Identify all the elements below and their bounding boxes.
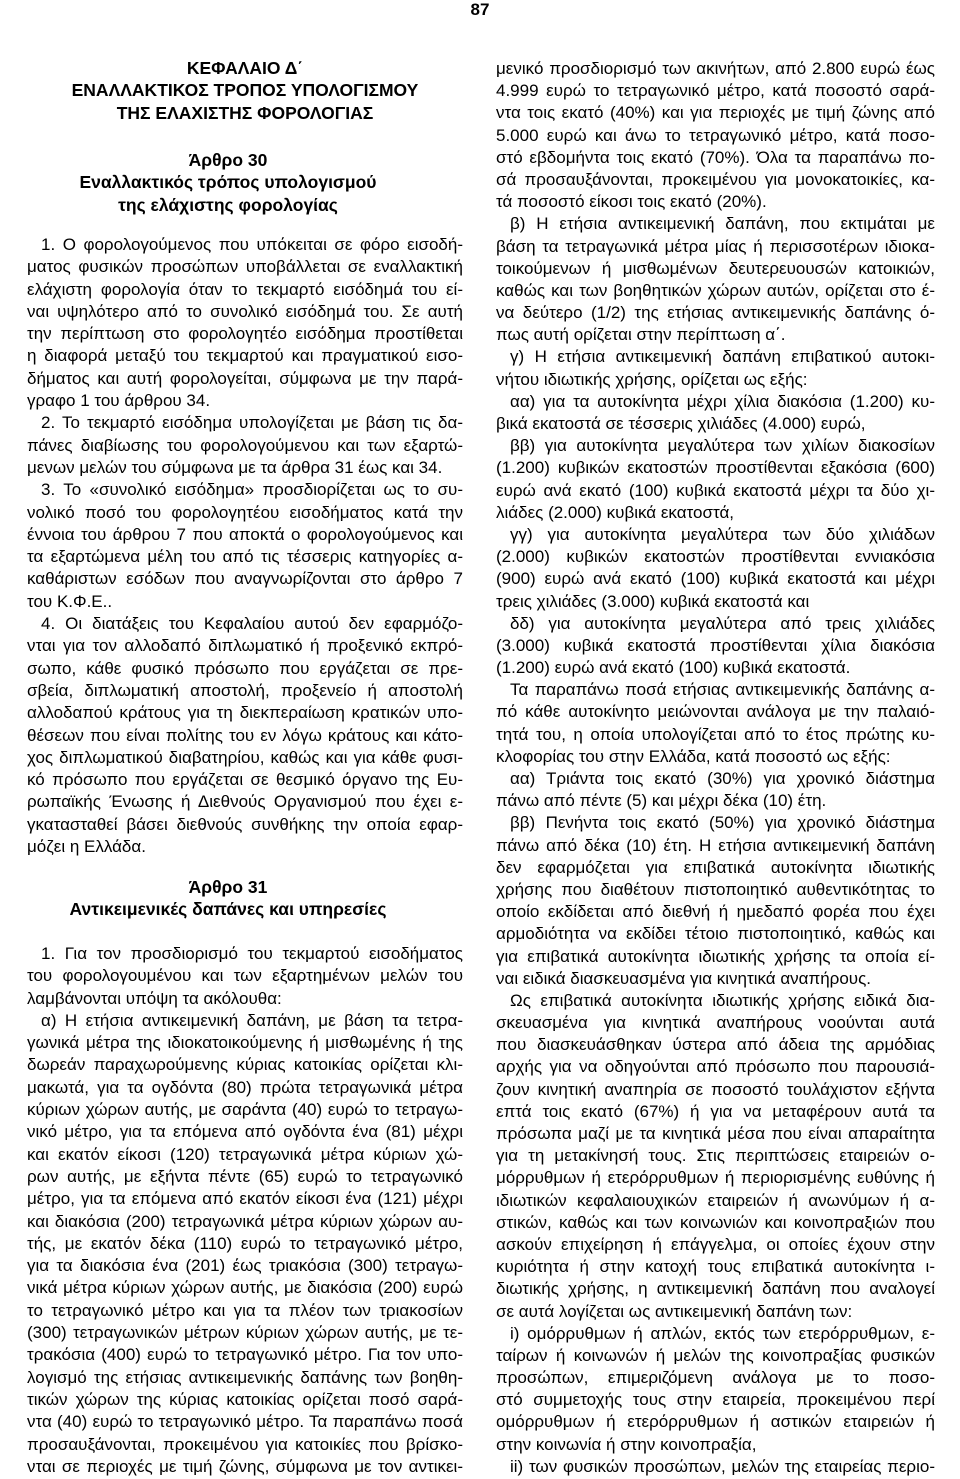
- paragraph-line: α) Η ετήσια αντικειμενική δαπάνη, με βάση τα τετρα-: [41, 1010, 463, 1030]
- paragraph-line: για τα διακόσια ένα (201) έως τριακόσια (300) τετραγω-: [27, 1256, 463, 1276]
- paragraph-line: τοικούμενων ή μισθωμένων δευτερευουσών κατοικιών,: [496, 258, 935, 278]
- paragraph-line: βικά εκατοστά σε τέσσερις χιλιάδες (4.000) ευρώ,: [496, 414, 866, 433]
- paragraph-line: ματος φυσικών προσώπων υποβάλλεται σε εναλλακτική: [27, 257, 463, 277]
- paragraph-line: 1. Για τον προσδιορισμό του τεκμαρτού εισοδήματος: [41, 944, 463, 963]
- paragraph-line: 4.999 ευρώ το τετραγωνικό μέτρο, κατά ποσοστό σαρά-: [496, 81, 935, 101]
- paragraph-line: τρεις χιλιάδες (3.000) κυβικά εκατοστά και: [496, 591, 810, 611]
- paragraph-line: 1. Ο φορολογούμενος που υπόκειται σε φόρο εισοδή-: [41, 235, 463, 254]
- article-31-title: [27, 876, 429, 921]
- paragraph-line: (1.200) ευρώ ανά εκατό (100) κυβικά εκατοστά.: [496, 658, 851, 678]
- paragraph-line: κό πρόσωπο που εργάζεται σε θεσμικό όργανο της Ευ-: [27, 770, 463, 790]
- article-title-line: Άρθρο 30: [188, 150, 268, 170]
- left-column: [27, 0, 463, 1479]
- chapter-heading: [27, 57, 463, 124]
- article-30-title: [27, 149, 429, 216]
- paragraph: [496, 346, 935, 390]
- paragraph-line: γωνικά μέτρα της ιδιοκατοικούμενης ή μισθωμένης ή της: [27, 1033, 463, 1053]
- paragraph-line: δωρεάν παραχωρούμενης κύριας κατοικίας ορίζεται κλι-: [27, 1055, 463, 1075]
- paragraph-line: λογισμό της ετήσιας αντικειμενικής δαπάνης των βοηθη-: [27, 1367, 463, 1387]
- paragraph-line: αα) για τα αυτοκίνητα μέχρι χίλια διακόσια (1.200) κυ-: [510, 391, 935, 411]
- paragraph-line: ασκούν επιχείρηση ή επάγγελμα, οι οποίες έχουν στην: [496, 1234, 935, 1254]
- paragraph-line: (300) τετραγωνικών μέτρων κύριων χώρων αυτής, με τε-: [27, 1323, 463, 1343]
- paragraph-line: ναι υψηλότερο από το συνολικό εισόδημά του. Σε αυτή: [27, 301, 463, 321]
- article-31-body: [27, 943, 463, 1478]
- paragraph-line: i) ομόρρυθμων ή απλών, εκτός των ετερόρρυθμων, ε-: [510, 1323, 935, 1343]
- paragraph-line: στό εβδομήντα τοις εκατό (70%). Όλα τα παραπάνω πο-: [496, 147, 935, 167]
- paragraph: [27, 234, 463, 412]
- paragraph: [27, 613, 463, 858]
- paragraph: [496, 435, 935, 524]
- paragraph-line: ββ) για αυτοκίνητα μεγαλύτερα των χιλίων διακοσίων: [510, 436, 935, 456]
- paragraph-line: βάση τα τετραγωνικά μέτρα μίας ή περισσοτέρων ιδιοκα-: [496, 236, 935, 256]
- paragraph-line: ζουν κινητική αναπηρία σε ποσοστό τουλάχιστον εξήντα: [496, 1079, 935, 1099]
- paragraph-line: και εκατόν είκοσι (120) τετραγωνικά μέτρα κύριων χώ-: [27, 1144, 463, 1164]
- paragraph-line: δήματος και αυτή φορολογείται, σύμφωνα με την παρά-: [27, 368, 463, 388]
- paragraph-line: ββ) Πενήντα τοις εκατό (50%) για χρονικό διάστημα: [510, 813, 935, 833]
- paragraph-line: σε αυτά λογίζεται ως αντικειμενική δαπάνη των:: [496, 1301, 853, 1321]
- paragraph-line: στην κοινωνία ή στην κοινοπραξία,: [496, 1434, 757, 1454]
- paragraph-line: μόρρυθμων ή ετερόρρυθμων ή περιορισμένης ευθύνης ή: [496, 1168, 935, 1188]
- paragraph-line: (3.000) κυβικά εκατοστά προστίθενται χίλια διακόσια: [496, 635, 935, 655]
- paragraph-line: νολικό ποσό του φορολογητέου εισοδήματος κατά την: [27, 502, 463, 522]
- article-title-line: της ελάχιστης φορολογίας: [118, 194, 338, 215]
- paragraph: [496, 1323, 935, 1456]
- paragraph-line: ναι ειδικά διασκευασμένα για κινητικά αναπήρους.: [496, 968, 872, 988]
- paragraph: [27, 479, 463, 613]
- paragraph-line: Ως επιβατικά αυτοκίνητα ιδιωτικής χρήσης ειδικά δια-: [510, 990, 935, 1010]
- article-title-line: Άρθρο 31: [188, 877, 268, 897]
- paragraph-line: Τα παραπάνω ποσά ετήσιας αντικειμενικής δαπάνης α-: [510, 680, 935, 700]
- paragraph-line: χρήσης που διαθέτουν πιστοποιητικό αυθεντικότητας το: [496, 879, 935, 899]
- paragraph-line: καθώς και των βοηθητικών χώρων αυτών, ορίζεται στο έ-: [496, 280, 935, 300]
- paragraph: [27, 1010, 463, 1478]
- paragraph-line: να δεύτερο (1/2) της ετήσιας αντικειμενικής δαπάνης ό-: [496, 303, 935, 323]
- paragraph-line: τικών χώρων της κύριας κατοικίας ορίζεται ποσό σαρά-: [27, 1389, 463, 1409]
- paragraph: [27, 412, 463, 479]
- paragraph-line: χος διπλωματικού διαβατηρίου, καθώς και για κάθε φυσι-: [27, 747, 463, 767]
- paragraph-line: γκατασταθεί βάσει διεθνούς συνθήκης την οποία εφαρ-: [27, 814, 463, 834]
- paragraph-line: διωτικής χρήσης, η αντικειμενική δαπάνη που αναλογεί: [496, 1279, 935, 1299]
- paragraph-line: στό συμμετοχής τους στην εταιρεία, προκειμένου περί: [496, 1390, 935, 1410]
- right-column-body: [496, 58, 935, 1478]
- paragraph-line: σωπο, κάθε φυσικό πρόσωπο που εργάζεται σε πρε-: [27, 658, 463, 678]
- paragraph-line: πάνω από πέντε (5) και μέχρι δέκα (10) έτη.: [496, 791, 827, 811]
- right-column: [496, 0, 935, 1479]
- article-title-line: Εναλλακτικός τρόπος υπολογισμού: [79, 172, 377, 193]
- paragraph-line: αα) Τριάντα τοις εκατό (30%) για χρονικό διάστημα: [510, 769, 935, 788]
- paragraph-line: την περίπτωση στο φορολογητέο εισόδημα προστίθεται: [27, 324, 463, 344]
- paragraph-line: τής, με εκατόν δέκα (110) ευρώ το τετραγωνικό μέτρο,: [27, 1233, 463, 1253]
- paragraph-line: τητά του, η οποία υπολογίζεται από το έτος πρώτης κυ-: [496, 724, 935, 744]
- paragraph-line: νται για τον αλλοδαπό διπλωματικό ή προξενικό εκπρό-: [27, 636, 463, 656]
- paragraph-line: μακωτά, για τα ογδόντα (80) πρώτα τετραγωνικά μέτρα: [27, 1077, 463, 1097]
- paragraph-line: στικών, καθώς και των κοινωνιών και κοινοπραξιών που: [496, 1212, 935, 1232]
- page-number: 87: [470, 0, 490, 19]
- paragraph-line: ρωπαϊκής Ένωσης ή Διεθνούς Οργανισμού που έχει ε-: [27, 792, 463, 812]
- paragraph-line: ντα τοις εκατό (40%) και για περιοχές με τιμή ζώνης από: [496, 103, 935, 123]
- paragraph-line: ομόρρυθμων ή ετερόρρυθμων ή αστικών εταιρειών ή: [496, 1412, 935, 1432]
- paragraph-line: γραφο 1 του άρθρου 34.: [27, 391, 211, 411]
- paragraph-line: θέσεων που είναι πολίτης του εν λόγω κράτους και κάτο-: [27, 725, 463, 745]
- paragraph-line: (2.000) κυβικών εκατοστών προστίθενται εννιακόσια: [496, 547, 935, 567]
- right-column-paragraphs: [496, 213, 935, 1478]
- paragraph-line: αρμοδιότητα να εκδίδει τέτοιο πιστοποιητικό, καθώς και: [496, 924, 935, 944]
- paragraph-line: γγ) για αυτοκίνητα μεγαλύτερα των δύο χιλιάδων: [510, 524, 935, 544]
- paragraph-line: νται σε περιοχές με τιμή ζώνης, σύμφωνα με τον αντικει-: [27, 1456, 463, 1476]
- paragraph: [496, 990, 935, 1323]
- paragraph-line: (1.200) κυβικών εκατοστών προστίθενται εξακόσια (600): [496, 458, 935, 478]
- paragraph-line: και διακόσια (200) τετραγωνικά μέτρα κύριων χώρων αυ-: [27, 1211, 463, 1231]
- paragraph-line: 3. Το «συνολικό εισόδημα» προσδιορίζεται ως το συ-: [41, 480, 463, 500]
- article-30-body: [27, 234, 463, 858]
- paragraph-line: τά ποσοστό είκοσι τοις εκατό (20%).: [496, 192, 767, 212]
- paragraph-line: αλλοδαπού κράτους για τη διεκπεραίωση κρατικών υπο-: [27, 703, 463, 723]
- paragraph-line: λαμβάνονται υπόψη τα ακόλουθα:: [27, 988, 282, 1008]
- paragraph-line: κυριότητα ή στην κατοχή τους επιβατικά αυτοκίνητα ι-: [496, 1257, 935, 1277]
- paragraph-line: κύριων χώρων αυτής, με σαράντα (40) ευρώ το τετραγω-: [27, 1100, 463, 1120]
- paragraph-line: λιάδες (2.000) κυβικά εκατοστά,: [496, 502, 734, 522]
- paragraph-line: αρχής για να οδηγούνται από πρόσωπο που παρουσιά-: [496, 1057, 935, 1077]
- paragraph-line: τα εξαρτώμενα μέλη του από τις τέσσερις κατηγορίες α-: [27, 547, 463, 567]
- paragraph-line: ταίρων ή κοινωνών ή μελών της κοινοπραξίας φυσικών: [496, 1345, 935, 1365]
- paragraph: [27, 943, 463, 1010]
- article-title-line: Αντικειμενικές δαπάνες και υπηρεσίες: [69, 899, 387, 920]
- paragraph-line: 5.000 ευρώ και άνω το τετραγωνικό μέτρο, κατά ποσο-: [496, 125, 935, 145]
- paragraph-line: ii) των φυσικών προσώπων, μελών της εταιρείας περιο-: [510, 1456, 935, 1476]
- paragraph-line: για επιβατικά αυτοκίνητα ιδιωτικής χρήσης τα οποία εί-: [496, 946, 935, 966]
- paragraph: [496, 213, 935, 346]
- paragraph-line: μέτρο, για τα επόμενα από εκατόν είκοσι ένα (121) μέχρι: [27, 1189, 463, 1209]
- paragraph-line: το τετραγωνικό μέτρο και για τα πλέον των τριακοσίων: [27, 1300, 463, 1320]
- paragraph-line: ρων αυτής, με εξήντα πέντε (65) ευρώ το τετραγωνικό: [27, 1166, 463, 1186]
- paragraph-line: κλοφορίας του στην Ελλάδα, κατά ποσοστό ως εξής:: [496, 746, 891, 766]
- paragraph-line: που διασκευάσθηκαν ύστερα από άδεια της αρμόδιας: [496, 1035, 935, 1055]
- paragraph-line: πρόσωπα μαζί με τα κινητικά μέσα που είναι απαραίτητα: [496, 1124, 935, 1143]
- paragraph-line: πως αυτή ορίζεται στην περίπτωση α΄.: [496, 325, 786, 345]
- paragraph-line: του φορολογουμένου και των εξαρτημένων μελών του: [27, 966, 463, 986]
- paragraph-line: για τη μετακίνησή τους. Στις περιπτώσεις εταιρειών ο-: [496, 1146, 935, 1166]
- paragraph-line: δεν εφαρμόζεται για επιβατικά αυτοκίνητα ιδιωτικής: [496, 857, 935, 877]
- chapter-heading-line: ΚΕΦΑΛΑΙΟ Δ΄: [186, 58, 304, 78]
- paragraph-line: μενικό προσδιορισμό των ακινήτων, από 2.800 ευρώ έως: [496, 59, 935, 78]
- paragraph-line: τρακόσια (400) ευρώ το τετραγωνικό μέτρο. Για τον υπο-: [27, 1345, 463, 1365]
- paragraph-line: οποίο εκδίδεται από διεθνή ή ημεδαπό φορέα που έχει: [496, 902, 935, 922]
- paragraph: [496, 613, 935, 680]
- paragraph-line: 2. Το τεκμαρτό εισόδημα υπολογίζεται με βάση τις δα-: [41, 413, 463, 433]
- paragraph-line: νήτου ιδιωτικής χρήσης, ορίζεται ως εξής:: [496, 369, 808, 389]
- paragraph-line: νικά μέτρα κύριων χώρων αυτής, με διακόσια (200) ευρώ: [27, 1278, 463, 1298]
- paragraph: [496, 391, 935, 435]
- paragraph-line: μόζει η Ελλάδα.: [27, 837, 146, 857]
- paragraph-line: σκευασμένα για κινητικά αναπήρους νοούνται αυτά: [496, 1013, 935, 1033]
- paragraph-line: ευρώ ανά εκατό (100) κυβικά εκατοστά μέχρι τα δύο χι-: [496, 480, 935, 500]
- paragraph-line: καθάριστων εσόδων που αναγνωρίζονται στο άρθρο 7: [27, 569, 463, 589]
- paragraph-line: ιδιωτικών κεφαλαιουχικών εταιρειών ή ανωνύμων ή α-: [496, 1190, 935, 1210]
- chapter-heading-line: ΤΗΣ ΕΛΑΧΙΣΤΗΣ ΦΟΡΟΛΟΓΙΑΣ: [116, 102, 374, 123]
- paragraph-line: ελάχιστη φορολογία όταν το τεκμαρτό εισόδημά του εί-: [27, 279, 463, 299]
- paragraph-line: πάνες διαβίωσης του φορολογούμενου και των εξαρτώ-: [27, 435, 463, 455]
- paragraph-line: πάνω από δέκα (10) έτη. Η ετήσια αντικειμενική δαπάνη: [496, 835, 935, 855]
- paragraph-line: (900) ευρώ ανά εκατό (100) κυβικά εκατοστά και μέχρι: [496, 569, 935, 589]
- paragraph-line: του Κ.Φ.Ε..: [27, 591, 113, 611]
- paragraph: [496, 1456, 935, 1478]
- paragraph-line: μενων μελών του σύμφωνα με τα άρθρα 31 έως και 34.: [27, 457, 443, 477]
- paragraph-line: επτά τοις εκατό (67%) ή για να μεταφέρουν αυτά τα: [496, 1101, 935, 1121]
- paragraph-line: η διαφορά μεταξύ του τεκμαρτού και πραγματικού εισο-: [27, 346, 463, 366]
- paragraph-line: σά προσαυξάνονται, προκειμένου για μονοκατοικίες, κα-: [496, 169, 935, 189]
- paragraph-line: γ) Η ετήσια αντικειμενική δαπάνη επιβατικού αυτοκι-: [510, 347, 935, 367]
- paragraph-line: δδ) για αυτοκίνητα μεγαλύτερα από τρεις χιλιάδες: [510, 613, 935, 633]
- paragraph: [496, 524, 935, 613]
- paragraph: [496, 812, 935, 990]
- paragraph-line: β) Η ετήσια αντικειμενική δαπάνη, που εκτιμάται με: [510, 214, 935, 234]
- continued-paragraph: [496, 58, 935, 213]
- paragraph-line: σβεία, διπλωματική αποστολή, προξενείο ή αποστολή: [27, 680, 463, 700]
- chapter-heading-line: ΕΝΑΛΛΑΚΤΙΚΟΣ ΤΡΟΠΟΣ ΥΠΟΛΟΓΙΣΜΟΥ: [71, 80, 419, 101]
- paragraph: [496, 679, 935, 768]
- paragraph-line: νικό μέτρο, για τα επόμενα από ογδόντα ένα (81) μέχρι: [27, 1122, 463, 1142]
- paragraph-line: έννοια του άρθρου 7 που αποκτά ο φορολογούμενος και: [27, 524, 463, 544]
- paragraph-line: 4. Οι διατάξεις του Κεφαλαίου αυτού δεν εφαρμόζο-: [41, 614, 463, 634]
- paragraph: [496, 768, 935, 812]
- paragraph-line: πό κάθε αυτοκίνητο μειώνονται ανάλογα με την παλαιό-: [496, 702, 935, 722]
- paragraph-line: προσώπων, επιμεριζόμενη ανάλογα με το ποσο-: [496, 1368, 935, 1388]
- paragraph-line: ντα (40) ευρώ το τετραγωνικό μέτρο. Τα παραπάνω ποσά: [27, 1412, 463, 1432]
- paragraph-line: προσαυξάνονται, προκειμένου για κατοικίες που βρίσκο-: [27, 1434, 463, 1454]
